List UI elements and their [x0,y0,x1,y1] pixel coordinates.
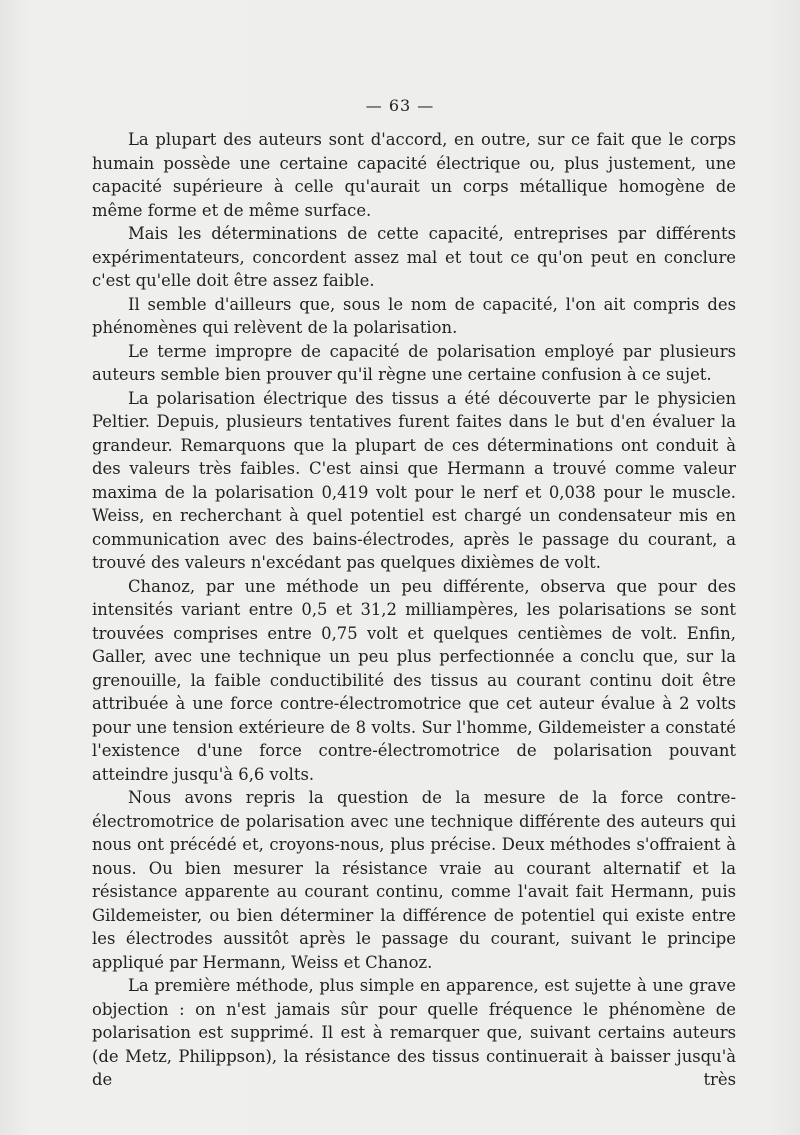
paragraph: Le terme impropre de capacité de polarisation employé par plusieurs auteurs semble bien prouver qu'il règne une certaine confusion à ce sujet. [92,341,736,384]
paragraph: Il semble d'ailleurs que, sous le nom de capacité, l'on ait compris des phénomènes qui relèvent de la polarisation. [92,294,736,337]
page-number: — 63 — [365,96,435,115]
paragraph: Chanoz, par une méthode un peu différente, observa que pour des intensités variant entre 0,5 et 31,2 milliampères, les polarisations se sont trouvées comprises entre 0,75 volt et quelques centièmes de volt. Enfin, Galler, avec une technique un peu plus perfectionnée a conclu que, sur la grenouille, la faible conductibilité des tissus au courant continu doit être attribuée à une force contre-électromotrice que cet auteur évalue à 2 volts pour une tension extérieure de 8 volts. Sur l'homme, Gildemeister a constaté l'existence d'une force contre-électromotrice de polarisation pouvant atteindre jusqu'à 6,6 volts. [92,576,736,784]
paragraph: La première méthode, plus simple en apparence, est sujette à une grave objection : on n'est jamais sûr pour quelle fréquence le phénomène de polarisation est supprimé. Il est à remarquer que, suivant certains auteurs (de Metz, Philippson), la résistance des tissus continuerait à baisser jusqu'à de très [92,976,736,1089]
paragraph: La plupart des auteurs sont d'accord, en outre, sur ce fait que le corps humain possède une certaine capacité électrique ou, plus justement, une capacité supérieure à celle qu'aurait un corps métallique homogène de même forme et de même surface. [92,130,736,220]
paragraph: La polarisation électrique des tissus a été découverte par le physicien Peltier. Depuis, plusieurs tentatives furent faites dans le but d'en évaluer la grandeur. Remarquons que la plupart de ces déterminations ont conduit à des valeurs très faibles. C'est ainsi que Hermann a trouvé comme valeur maxima de la polarisation 0,419 volt pour le nerf et 0,038 pour le muscle. Weiss, en recherchant à quel potentiel est chargé un condensateur mis en communication avec des bains-électrodes, après le passage du courant, a trouvé des valeurs n'excédant pas quelques dixièmes de volt. [92,388,736,572]
body-text [92,128,736,1092]
paragraph: Nous avons repris la question de la mesure de la force contre-électromotrice de polarisation avec une technique différente des auteurs qui nous ont précédé et, croyons-nous, plus précise. Deux méthodes s'offraient à nous. Ou bien mesurer la résistance vraie au courant alternatif et la résistance apparente au courant continu, comme l'avait fait Hermann, puis Gildemeister, ou bien déterminer la différence de potentiel qui existe entre les électrodes aussitôt après le passage du courant, suivant le principe appliqué par Hermann, Weiss et Chanoz. [92,788,736,972]
paragraph: Mais les déterminations de cette capacité, entreprises par différents expérimentateurs, concordent assez mal et tout ce qu'on peut en conclure c'est qu'elle doit être assez faible. [92,224,736,290]
